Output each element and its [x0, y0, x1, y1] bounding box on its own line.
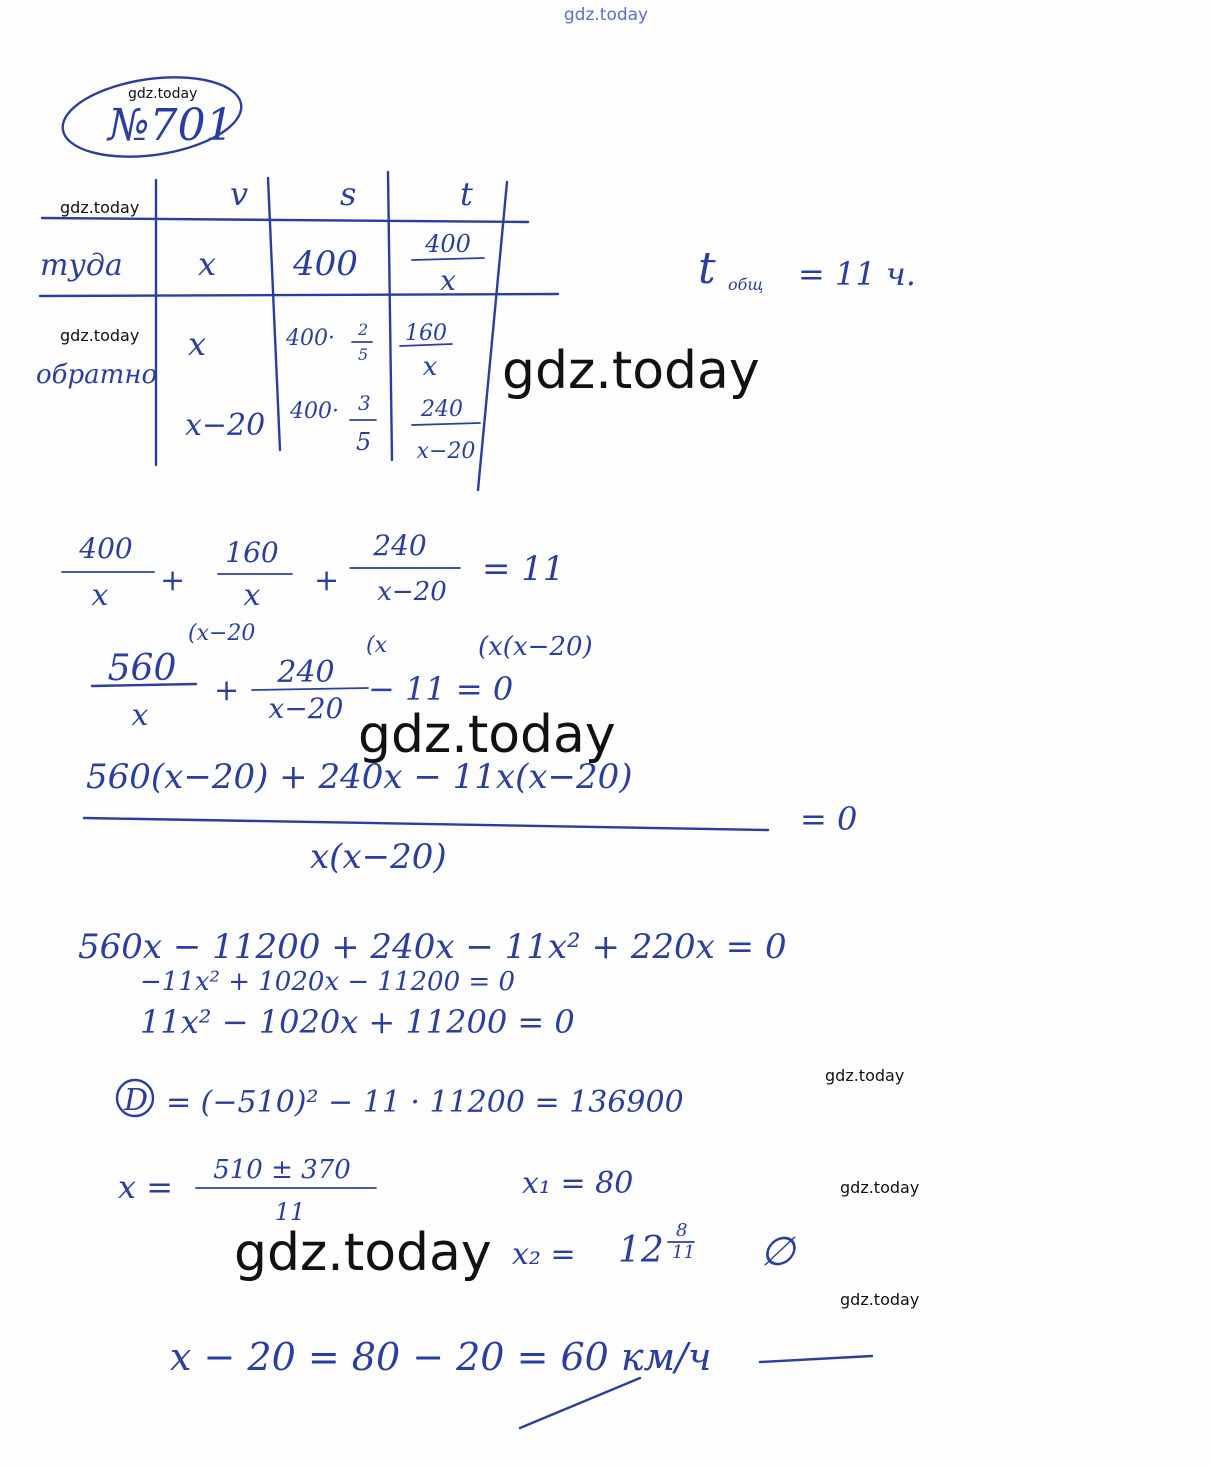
eq2-plus: +	[214, 673, 240, 708]
equation-1	[62, 529, 565, 613]
eq1-f2-num: 160	[225, 536, 279, 569]
eq2-f2-mult: (x	[366, 633, 387, 658]
table-header-s: s	[340, 175, 357, 213]
table-header-t: t	[460, 175, 473, 213]
row-back-v1: x	[188, 325, 207, 363]
row-back-s2-num: 400·	[290, 399, 339, 424]
eq1-f3-den: x−20	[377, 577, 447, 607]
row-back-v2: x−20	[185, 408, 266, 443]
watermark-small-6: gdz.today	[840, 1290, 920, 1309]
expand-line-1: 560x − 11200 + 240x − 11x² + 220x = 0	[78, 927, 787, 967]
row-back-t2-num: 240	[421, 397, 463, 422]
eq2-f2-den: x−20	[268, 692, 344, 725]
root-x2-label: x₂ =	[512, 1237, 576, 1272]
eq1-plus2: +	[314, 563, 340, 598]
row-back-s1-frac-num: 2	[358, 320, 369, 339]
watermark-small-3: gdz.today	[60, 326, 140, 345]
watermark-small-4: gdz.today	[825, 1066, 905, 1085]
eq1-f2-den: x	[243, 578, 261, 613]
row-back-t1-num: 160	[405, 321, 447, 346]
row-back-s2	[289, 391, 376, 456]
answer-line: x − 20 = 80 − 20 = 60 км/ч	[170, 1335, 712, 1379]
table-col-line-3	[388, 172, 392, 460]
eq2-f1-den: x	[131, 698, 149, 733]
problem-number-badge	[58, 67, 247, 167]
row-back-s1	[285, 320, 372, 364]
row-there-v: x	[198, 245, 217, 283]
table-header-line	[42, 218, 528, 222]
row-back-s1-frac-den: 5	[358, 345, 369, 364]
discriminant-expr: = (−510)² − 11 · 11200 = 136900	[166, 1085, 684, 1120]
eq3-numerator: 560(x−20) + 240x − 11x(x−20)	[86, 757, 633, 797]
discriminant-symbol: D	[124, 1083, 149, 1118]
row-there-label: туда	[40, 248, 123, 283]
eq1-f1-den: x	[91, 578, 109, 613]
row-there-t-fraction	[412, 230, 484, 297]
eq2-common-mult: (x(x−20)	[478, 632, 593, 662]
watermark-small-2: gdz.today	[60, 198, 140, 217]
table-col-line-4	[478, 182, 507, 490]
total-time-t: t	[698, 243, 716, 294]
discriminant	[117, 1080, 684, 1120]
eq1-rhs: = 11	[482, 549, 565, 589]
root-x2-whole: 12	[618, 1230, 664, 1271]
eq2-f2-num: 240	[277, 655, 335, 690]
total-time	[698, 243, 916, 294]
eq2-f1-mult: (x−20	[188, 621, 256, 646]
row-back-t2-den: x−20	[416, 439, 476, 464]
eq2-f1-num: 560	[107, 648, 177, 689]
roots-x-den: 11	[274, 1198, 306, 1226]
watermark-large-1: gdz.today	[502, 341, 760, 401]
answer-underline-right	[760, 1356, 872, 1362]
row-back-s2-frac-num: 3	[358, 391, 371, 415]
roots-x-num: 510 ± 370	[213, 1155, 351, 1185]
root-x2-reject: ∅	[760, 1229, 795, 1275]
expand-line-3: 11x² − 1020x + 11200 = 0	[140, 1003, 575, 1041]
row-there-t-den: x	[440, 264, 456, 297]
watermark-small-5: gdz.today	[840, 1178, 920, 1197]
root-x2-den: 11	[672, 1242, 695, 1263]
roots-x-label: x =	[118, 1168, 174, 1206]
table-header-v: v	[230, 175, 249, 213]
row-back-t2-fraction	[412, 397, 480, 464]
eq3-rhs: = 0	[800, 800, 858, 838]
answer-underline-sweep	[520, 1378, 640, 1428]
problem-number: №701	[108, 100, 234, 151]
eq1-plus1: +	[160, 563, 186, 598]
total-time-value: = 11 ч.	[798, 255, 916, 293]
row-back-s1-num: 400·	[286, 326, 335, 351]
watermark-large-3: gdz.today	[234, 1223, 492, 1283]
root-x1: x₁ = 80	[522, 1166, 634, 1201]
roots-formula	[118, 1155, 376, 1226]
eq3-bar	[84, 818, 768, 830]
watermark-small-1: gdz.today	[128, 86, 198, 102]
equation-3	[84, 757, 857, 877]
row-back-t1-fraction	[400, 321, 452, 382]
row-back-label: обратно	[36, 360, 158, 390]
eq1-f1-num: 400	[79, 532, 133, 565]
row-there-t-num: 400	[425, 230, 471, 258]
expand-line-2: −11x² + 1020x − 11200 = 0	[140, 967, 515, 997]
eq2-rest: − 11 = 0	[368, 670, 514, 708]
row-back-s2-frac-den: 5	[356, 428, 372, 456]
root-x2	[512, 1220, 797, 1275]
row-there-t-bar	[412, 258, 484, 260]
watermark-large-2: gdz.today	[358, 705, 616, 765]
row-back-t2-bar	[412, 423, 480, 425]
eq1-f3-num: 240	[373, 529, 427, 562]
table-row-divider	[40, 294, 558, 296]
header-watermark: gdz.today	[563, 5, 649, 25]
eq3-denominator: x(x−20)	[310, 837, 447, 877]
row-back-t1-den: x	[422, 352, 438, 382]
root-x2-num: 8	[676, 1220, 688, 1241]
eq2-f2-bar	[252, 688, 368, 690]
total-time-sub: общ	[728, 275, 764, 294]
row-there-s: 400	[293, 244, 358, 284]
